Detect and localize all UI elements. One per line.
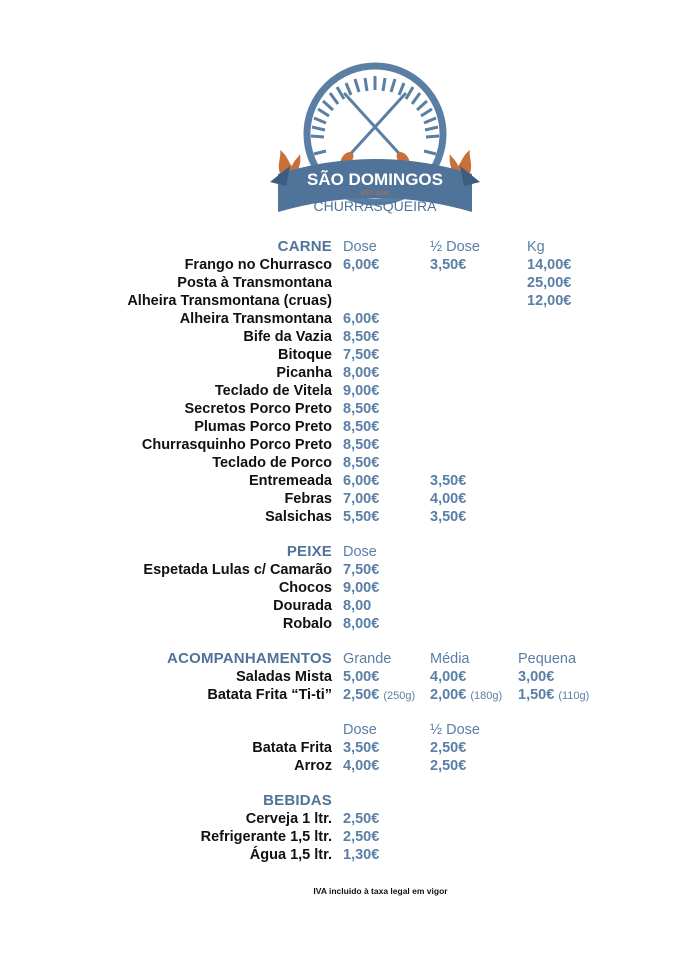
item-name: Bitoque xyxy=(278,347,332,363)
price-pequena xyxy=(518,668,554,687)
tax-note: IVA incluido à taxa legal em vigor xyxy=(313,886,448,896)
logo-subtitle-text: CHURRASQUEIRA xyxy=(313,198,437,214)
item-name: Saladas Mista xyxy=(236,669,332,685)
price-dose: 8,50€ xyxy=(343,401,380,417)
weight-note: (250g) xyxy=(383,690,416,702)
menu-item-row xyxy=(0,757,697,775)
section-title: PEIXE xyxy=(286,543,332,560)
weight-note: (110g) xyxy=(558,690,590,702)
price: 2,50€ xyxy=(343,829,380,845)
item-name: Churrasquinho Porco Preto xyxy=(141,437,332,453)
price-dose: 5,50€ xyxy=(343,509,380,525)
item-name: Espetada Lulas c/ Camarão xyxy=(143,562,332,578)
acompanhamentos-list xyxy=(0,668,697,704)
price-half-dose: 3,50€ xyxy=(430,257,467,273)
price: 2,50€ xyxy=(343,811,380,827)
item-name: Alheira Transmontana xyxy=(179,311,332,327)
menu-item-row xyxy=(0,846,697,864)
price-dose: 6,00€ xyxy=(343,257,380,273)
column-header-media: Média xyxy=(430,651,470,667)
logo-est-text: EST. 1994 xyxy=(361,191,389,197)
carne-list xyxy=(0,256,697,526)
price-dose: 8,50€ xyxy=(343,455,380,471)
menu-item-row xyxy=(0,668,697,686)
section-title: CARNE xyxy=(277,238,332,255)
price-media xyxy=(430,686,502,705)
section-header-acompanhamentos xyxy=(0,650,697,668)
price-value: 2,50€ xyxy=(343,687,380,703)
item-name: Chocos xyxy=(278,580,332,596)
price-dose: 8,00€ xyxy=(343,616,380,632)
price-kg: 25,00€ xyxy=(527,275,572,291)
item-name: Picanha xyxy=(276,365,332,381)
item-name: Frango no Churrasco xyxy=(184,257,332,273)
column-header-pequena: Pequena xyxy=(518,651,577,667)
price-half-dose: 3,50€ xyxy=(430,473,467,489)
weight-note: (180g) xyxy=(470,690,503,702)
menu-item-row xyxy=(0,364,697,382)
menu-item-row xyxy=(0,292,697,310)
price-dose: 9,00€ xyxy=(343,383,380,399)
column-header-dose: Dose xyxy=(343,239,377,255)
item-name: Teclado de Vitela xyxy=(214,383,332,399)
item-name: Secretos Porco Preto xyxy=(184,401,332,417)
column-header-half-dose: ½ Dose xyxy=(430,239,480,255)
price-dose: 7,50€ xyxy=(343,347,380,363)
menu-item-row xyxy=(0,686,697,704)
price-dose: 6,00€ xyxy=(343,311,380,327)
price-dose: 8,50€ xyxy=(343,329,380,345)
menu-item-row xyxy=(0,454,697,472)
item-name: Salsichas xyxy=(265,509,332,525)
menu-item-row xyxy=(0,274,697,292)
item-name: Posta à Transmontana xyxy=(177,275,332,291)
price-value: 2,00€ xyxy=(430,687,467,703)
item-name: Febras xyxy=(284,491,332,507)
menu-item-row xyxy=(0,418,697,436)
price-media xyxy=(430,668,466,687)
price-half-dose: 2,50€ xyxy=(430,740,467,756)
menu-item-row xyxy=(0,472,697,490)
restaurant-logo xyxy=(270,62,480,217)
menu-item-row xyxy=(0,508,697,526)
item-name: Refrigerante 1,5 ltr. xyxy=(200,829,332,845)
menu-item-row xyxy=(0,382,697,400)
menu-item-row xyxy=(0,490,697,508)
price-kg: 14,00€ xyxy=(527,257,572,273)
price-value: 3,00€ xyxy=(518,669,555,685)
price: 1,30€ xyxy=(343,847,380,863)
logo-emblem-icon xyxy=(270,62,480,217)
menu-item-row xyxy=(0,561,697,579)
column-header-grande: Grande xyxy=(343,651,392,667)
section-header-bebidas xyxy=(0,792,697,810)
menu-item-row xyxy=(0,615,697,633)
menu-item-row xyxy=(0,400,697,418)
price-dose: 9,00€ xyxy=(343,580,380,596)
menu-item-row xyxy=(0,310,697,328)
price-half-dose: 2,50€ xyxy=(430,758,467,774)
price-half-dose: 3,50€ xyxy=(430,509,467,525)
menu xyxy=(0,238,697,864)
item-name: Batata Frita xyxy=(252,740,332,756)
item-name: Bife da Vazia xyxy=(243,329,332,345)
acompanhamentos-dose-list xyxy=(0,739,697,775)
subsection-header-dose xyxy=(0,721,697,739)
price-dose: 8,00 xyxy=(343,598,372,614)
price-dose: 3,50€ xyxy=(343,740,380,756)
column-header-dose: Dose xyxy=(343,544,377,560)
menu-item-row xyxy=(0,828,697,846)
price-pequena xyxy=(518,686,589,705)
item-name: Cerveja 1 ltr. xyxy=(245,811,332,827)
menu-item-row xyxy=(0,328,697,346)
peixe-list xyxy=(0,561,697,633)
section-title: ACOMPANHAMENTOS xyxy=(167,650,332,667)
item-name: Robalo xyxy=(282,616,332,632)
price-half-dose: 4,00€ xyxy=(430,491,467,507)
price-dose: 7,50€ xyxy=(343,562,380,578)
section-title: BEBIDAS xyxy=(263,792,332,809)
price-dose: 8,50€ xyxy=(343,419,380,435)
price-value: 5,00€ xyxy=(343,669,380,685)
price-dose: 8,50€ xyxy=(343,437,380,453)
item-name: Teclado de Porco xyxy=(212,455,332,471)
menu-item-row xyxy=(0,346,697,364)
column-header-dose: Dose xyxy=(343,722,377,738)
section-header-carne xyxy=(0,238,697,256)
price-grande xyxy=(343,668,379,687)
menu-item-row xyxy=(0,256,697,274)
price-dose: 6,00€ xyxy=(343,473,380,489)
price-kg: 12,00€ xyxy=(527,293,572,309)
menu-item-row xyxy=(0,579,697,597)
menu-item-row xyxy=(0,436,697,454)
column-header-kg: Kg xyxy=(527,239,545,255)
item-name: Arroz xyxy=(294,758,332,774)
price-dose: 4,00€ xyxy=(343,758,380,774)
item-name: Entremeada xyxy=(248,473,332,489)
price-value: 1,50€ xyxy=(518,687,555,703)
item-name: Plumas Porco Preto xyxy=(194,419,332,435)
section-header-peixe xyxy=(0,543,697,561)
column-header-half-dose: ½ Dose xyxy=(430,722,480,738)
item-name: Dourada xyxy=(273,598,332,614)
price-value: 4,00€ xyxy=(430,669,467,685)
price-dose: 7,00€ xyxy=(343,491,380,507)
menu-item-row xyxy=(0,810,697,828)
item-name: Alheira Transmontana (cruas) xyxy=(127,293,332,309)
menu-item-row xyxy=(0,597,697,615)
bebidas-list xyxy=(0,810,697,864)
price-dose: 8,00€ xyxy=(343,365,380,381)
item-name: Batata Frita “Ti-ti” xyxy=(207,687,332,703)
item-name: Água 1,5 ltr. xyxy=(249,847,332,863)
price-grande xyxy=(343,686,415,705)
menu-item-row xyxy=(0,739,697,757)
logo-name-text: SÃO DOMINGOS xyxy=(306,170,444,189)
